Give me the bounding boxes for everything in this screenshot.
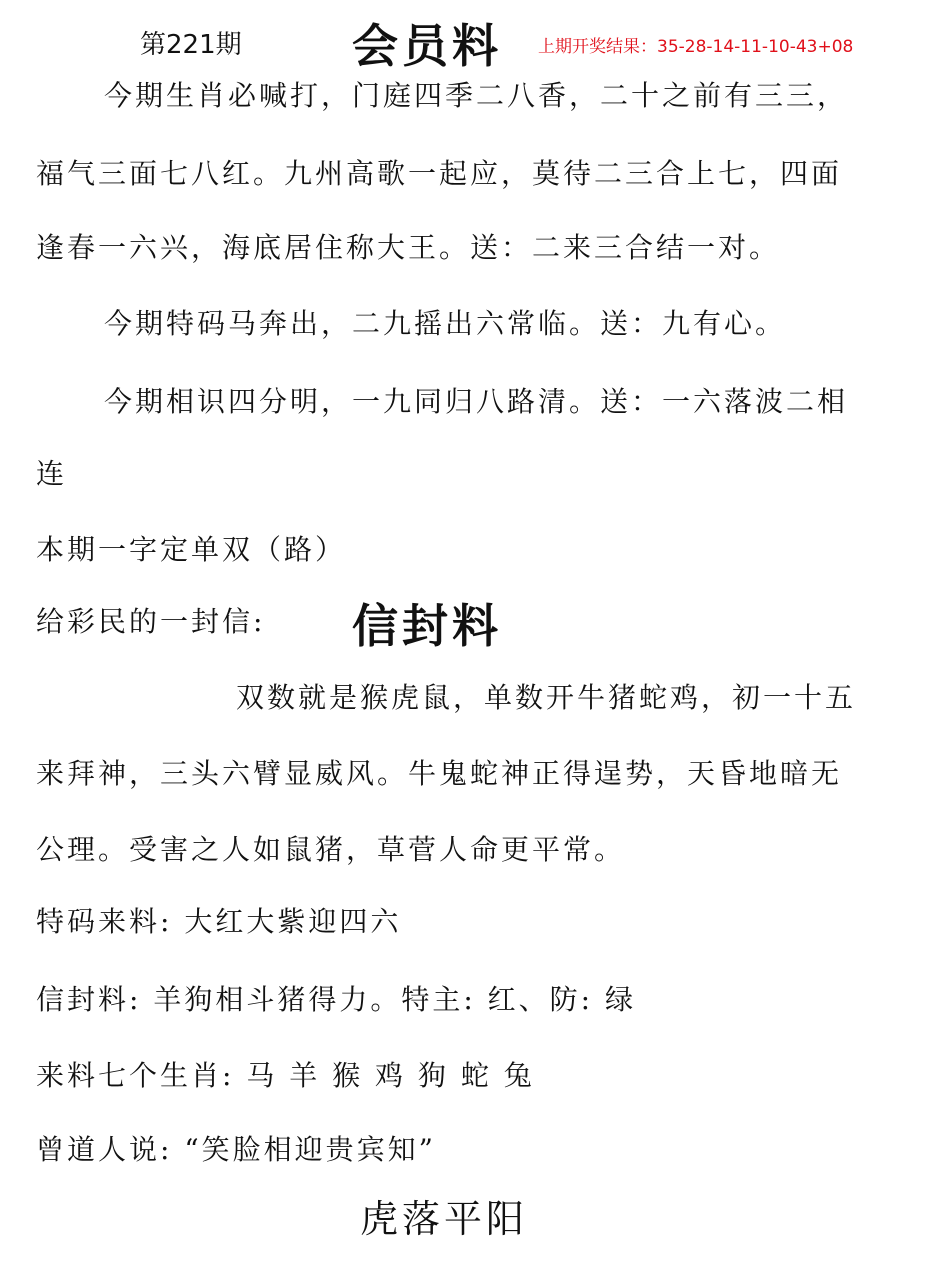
issue-number: 第221期 <box>140 30 242 60</box>
seven-zodiac-line: 来料七个生肖: 马 羊 猴 鸡 狗 蛇 兔 <box>36 1059 535 1092</box>
special-code-line: 今期特码马奔出，二九摇出六常临。送：九有心。 <box>104 307 787 340</box>
header <box>0 10 929 73</box>
last-draw-result: 上期开奖结果：35-28-14-11-10-43+08 <box>538 37 854 57</box>
letter-line-1: 双数就是猴虎鼠，单数开牛猪蛇鸡，初一十五 <box>236 681 857 714</box>
envelope-title: 信封料 <box>352 599 502 653</box>
page-title: 会员料 <box>352 19 502 73</box>
envelope-info: 信封料: 羊狗相斗猪得力。特主: 红、防: 绿 <box>36 983 637 1016</box>
taoist-saying: 曾道人说: “笑脸相迎贵宾知” <box>36 1133 436 1166</box>
recognize-line-1: 今期相识四分明，一九同归八路清。送：一六落波二相 <box>104 385 849 418</box>
special-code-source: 特码来料: 大红大紫迎四六 <box>36 905 402 938</box>
single-double-line: 本期一字定单双（路） <box>36 533 347 566</box>
letter-intro: 给彩民的一封信: <box>36 605 266 638</box>
poem-line-3: 逢春一六兴，海底居住称大王。送：二来三合结一对。 <box>36 231 781 264</box>
letter-line-3: 公理。受害之人如鼠猪，草菅人命更平常。 <box>36 833 626 866</box>
poem-line-2: 福气三面七八红。九州高歌一起应，莫待二三合上七，四面 <box>36 157 843 190</box>
footer-phrase: 虎落平阳 <box>360 1197 529 1241</box>
poem-line-1: 今期生肖必喊打，门庭四季二八香，二十之前有三三， <box>104 79 849 112</box>
recognize-line-2: 连 <box>36 457 68 490</box>
letter-line-2: 来拜神，三头六臂显威风。牛鬼蛇神正得逞势，天昏地暗无 <box>36 757 843 790</box>
